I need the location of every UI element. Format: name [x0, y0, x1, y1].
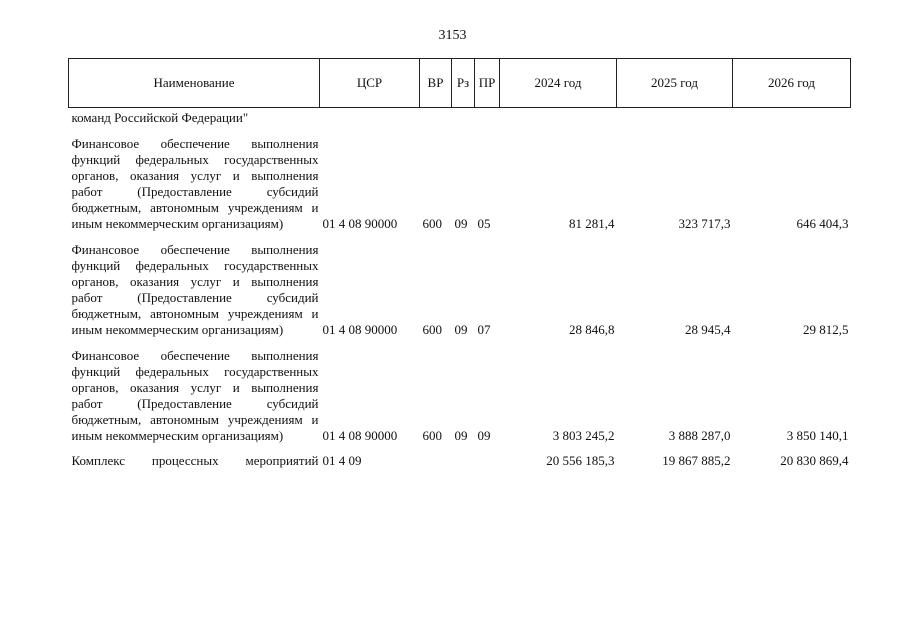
budget-table	[68, 58, 851, 469]
row-name: Финансовое обеспечение выполнения функций федеральных государственных органов, оказания услуг и выполнения работ (Предоставление субсидий бюджетным, автономным учреждениям и иным некоммерческим организациям)	[71, 348, 319, 443]
table-row	[69, 444, 851, 469]
row-2024: 81 281,4	[569, 216, 615, 231]
row-2025: 28 945,4	[685, 322, 731, 337]
header-2025: 2025 год	[617, 59, 733, 108]
row-2026: 646 404,3	[796, 216, 849, 231]
row-2026: 29 812,5	[803, 322, 849, 337]
row-2026: 3 850 140,1	[786, 428, 849, 443]
header-vr: ВР	[420, 59, 452, 108]
header-pr: ПР	[475, 59, 500, 108]
table-row	[69, 232, 851, 338]
table-row	[69, 338, 851, 444]
header-name: Наименование	[69, 59, 320, 108]
row-csr: 01 4 08 90000	[322, 322, 398, 337]
row-name: Финансовое обеспечение выполнения функций федеральных государственных органов, оказания услуг и выполнения работ (Предоставление субсидий бюджетным, автономным учреждениям и иным некоммерческим организациям)	[71, 136, 319, 231]
row-2025: 3 888 287,0	[668, 428, 731, 443]
page-number: 3153	[438, 28, 467, 43]
row-rz	[452, 444, 475, 469]
header-rz: Рз	[452, 59, 475, 108]
table-header	[69, 59, 851, 108]
row-2024: 3 803 245,2	[552, 428, 615, 443]
continuation-text: команд Российской Федерации"	[71, 110, 249, 125]
row-pr: 05	[477, 216, 491, 231]
row-csr: 01 4 08 90000	[322, 428, 398, 443]
row-rz: 09	[454, 428, 468, 443]
header-row	[69, 59, 851, 108]
table-body	[69, 108, 851, 470]
row-vr	[420, 444, 452, 469]
row-pr: 09	[477, 428, 491, 443]
row-vr: 600	[422, 322, 442, 337]
continuation-row	[69, 108, 851, 127]
row-csr: 01 4 09	[322, 453, 362, 468]
header-2024: 2024 год	[500, 59, 617, 108]
row-vr: 600	[422, 428, 442, 443]
table-row	[69, 126, 851, 232]
row-vr: 600	[422, 216, 442, 231]
row-2024: 28 846,8	[569, 322, 615, 337]
row-2025: 19 867 885,2	[662, 453, 731, 468]
row-csr: 01 4 08 90000	[322, 216, 398, 231]
row-rz: 09	[454, 322, 468, 337]
row-name: Комплекс процессных мероприятий	[71, 453, 319, 468]
row-2026: 20 830 869,4	[780, 453, 849, 468]
row-pr	[475, 444, 500, 469]
row-pr: 07	[477, 322, 491, 337]
budget-table-container	[68, 58, 850, 469]
row-2024: 20 556 185,3	[546, 453, 615, 468]
header-csr: ЦСР	[320, 59, 420, 108]
row-name: Финансовое обеспечение выполнения функций федеральных государственных органов, оказания услуг и выполнения работ (Предоставление субсидий бюджетным, автономным учреждениям и иным некоммерческим организациям)	[71, 242, 319, 337]
row-rz: 09	[454, 216, 468, 231]
row-2025: 323 717,3	[678, 216, 731, 231]
header-2026: 2026 год	[733, 59, 851, 108]
